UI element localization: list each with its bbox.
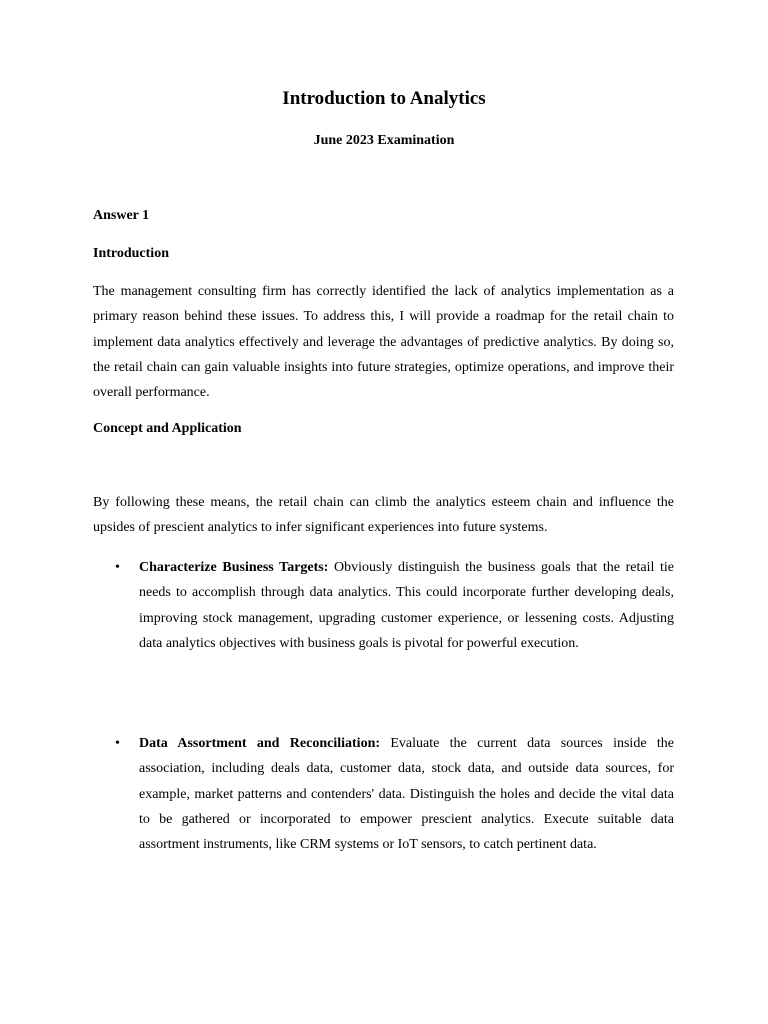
document-subtitle: June 2023 Examination [313, 133, 455, 148]
introduction-paragraph: The management consulting firm has correctly identified the lack of analytics implementation as a primary reason behind these issues. To address this, I will provide a roadmap for the retail chain to implement data analytics effectively and leverage the advantages of predictive analytics. By doing so, the retail chain can gain valuable insights into future strategies, optimize operations, and improve their overall performance. [93, 284, 674, 401]
concept-heading: Concept and Application [93, 421, 242, 436]
bullet-body: Obviously distinguish the business goals that the retail tie needs to accomplish through data analytics. This could incorporate further developing deals, improving stock management, upgrading customer experience, or lessening costs. Adjusting data analytics objectives with business goals is pivotal for powerful execution. [139, 560, 675, 651]
concept-paragraph: By following these means, the retail chain can climb the analytics esteem chain and influence the upsides of prescient analytics to infer significant experiences into future systems. [93, 495, 674, 536]
bullet-text [139, 555, 674, 656]
bullet-item-data-assortment [115, 731, 674, 857]
bullet-marker: • [115, 736, 120, 751]
introduction-heading: Introduction [93, 246, 169, 261]
bullet-lead: Characterize Business Targets: [139, 560, 329, 575]
bullet-marker: • [115, 560, 120, 575]
bullet-body: Evaluate the current data sources inside the association, including deals data, customer data, stock data, and outside data sources, for example, market patterns and contenders' data. Distinguish the holes and decide the vital data to be gathered or incorporated to empower prescient analytics. Execute suitable data assortment instruments, like CRM systems or IoT sensors, to catch pertinent data. [139, 736, 674, 853]
bullet-text [139, 731, 674, 857]
document-title: Introduction to Analytics [282, 88, 486, 109]
bullet-item-business-targets [115, 555, 674, 656]
bullet-lead: Data Assortment and Reconciliation: [139, 736, 381, 751]
answer-heading: Answer 1 [93, 208, 150, 223]
